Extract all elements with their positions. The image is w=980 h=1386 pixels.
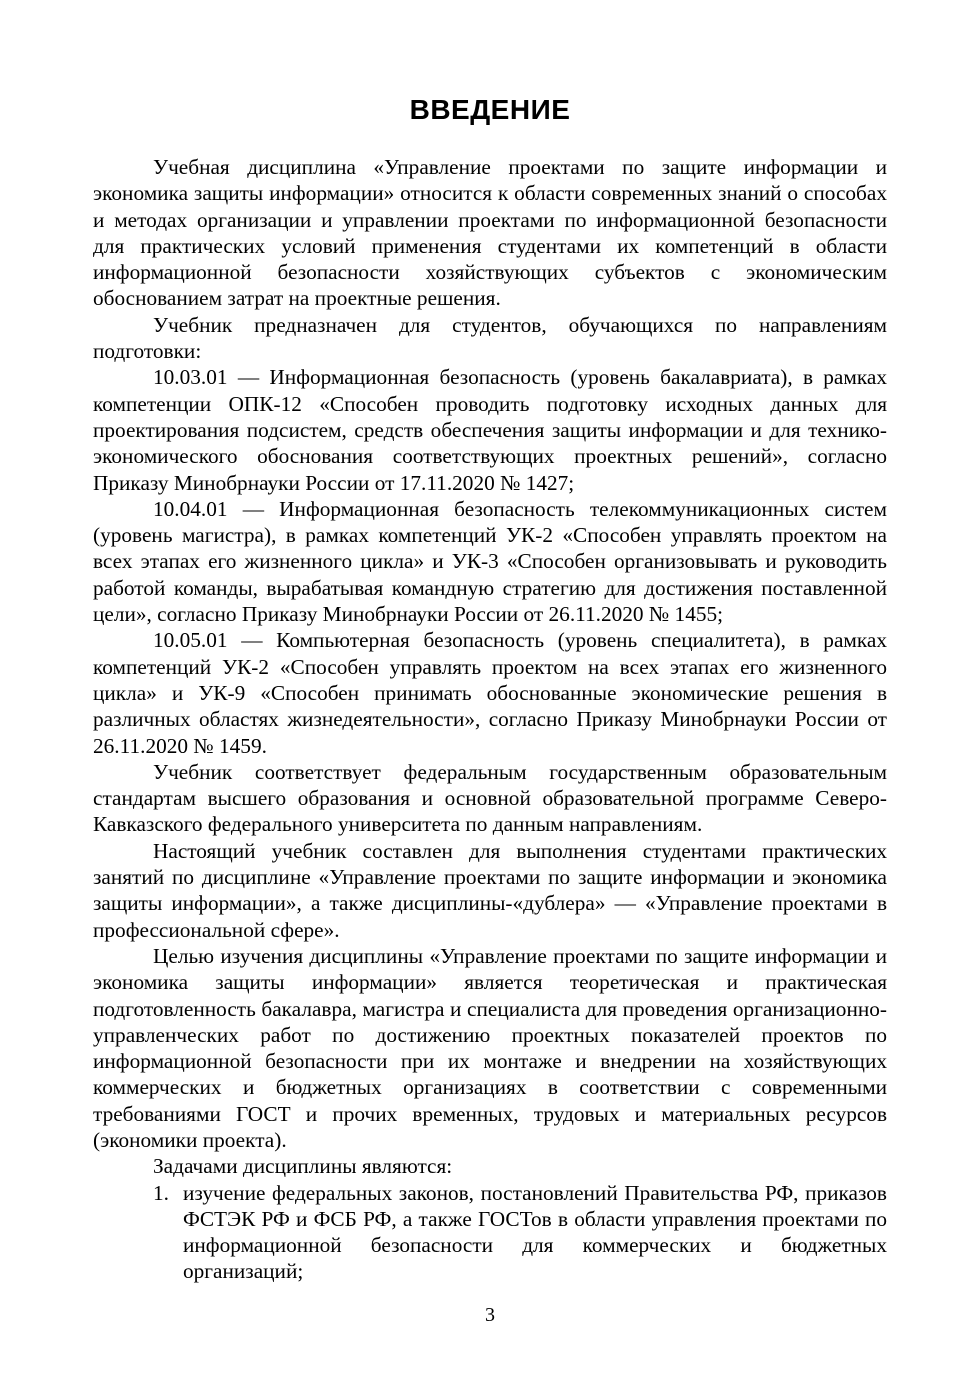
paragraph-direction-100401: 10.04.01 — Информационная безопасность телекоммуникационных систем (уровень магистра), в рамках компетенций УК-2 «Способен управлять проектом на всех этапах его жизненного цикла» и УК-3 «Способен организовывать и руководить работой команды, вырабатывая командную стратегию для достижения поставленной цели», согласно Приказу Минобрнауки России от 26.11.2020 № 1455; [93, 496, 887, 627]
paragraph-purpose: Настоящий учебник составлен для выполнения студентами практических занятий по дисциплине «Управление проектами по защите информации и экономика защиты информации», а также дисциплины-«дублера» — «Управление проектами в профессиональной сфере». [93, 838, 887, 942]
page-title: ВВЕДЕНИЕ [409, 94, 571, 125]
list-item-number: 1. [153, 1180, 169, 1205]
paragraph-tasks-intro: Задачами дисциплины являются: [153, 1154, 453, 1179]
paragraph-goal: Целью изучения дисциплины «Управление проектами по защите информации и экономика защиты информации» является теоретическая и практическая подготовленность бакалавра, магистра и специалиста для проведения организационно-управленческих работ по достижению проектных показателей проектов по информационной безопасности при их монтаже и внедрении на хозяйствующих коммерческих и бюджетных организациях в соответствии с современными требованиями ГОСТ и прочих временных, трудовых и материальных ресурсов (экономики проекта). [93, 943, 887, 1152]
tasks-list [93, 1180, 887, 1285]
document-page [93, 90, 887, 1285]
paragraph-discipline-description: Учебная дисциплина «Управление проектами по защите информации и экономика защиты информации» относится к области современных знаний о способах и методах организации и управлении проектами по информационной безопасности для практических условий применения студентами их компетенций в области информационной безопасности хозяйствующих субъектов с экономическим обоснованием затрат на проектные решения. [93, 155, 887, 311]
page-number: 3 [485, 1304, 495, 1326]
list-item [153, 1180, 887, 1285]
list-item-text: изучение федеральных законов, постановлений Правительства РФ, приказов ФСТЭК РФ и ФСБ РФ, а также ГОСТов в области управления проектами по информационной безопасности для коммерческих и бюджетных организаций; [183, 1180, 887, 1284]
paragraph-direction-100501: 10.05.01 — Компьютерная безопасность (уровень специалитета), в рамках компетенций УК-2 «Способен управлять проектом на всех этапах его жизненного цикла» и УК-9 «Способен принимать обоснованные экономические решения в различных областях жизнедеятельности», согласно Приказу Минобрнауки России от 26.11.2020 № 1459. [93, 628, 887, 758]
paragraph-standards: Учебник соответствует федеральным государственным образовательным стандартам высшего образования и основной образовательной программе Северо-Кавказского федерального университета по данным направлениям. [93, 759, 887, 837]
paragraph-audience: Учебник предназначен для студентов, обучающихся по направлениям подготовки: [93, 312, 887, 364]
introduction-body [93, 154, 887, 1285]
paragraph-direction-100301: 10.03.01 — Информационная безопасность (уровень бакалавриата), в рамках компетенции ОПК-12 «Способен проводить подготовку исходных данных для проектирования подсистем, средств обеспечения защиты информации и для технико-экономического обоснования соответствующих проектных решений», согласно Приказу Минобрнауки России от 17.11.2020 № 1427; [93, 365, 887, 495]
